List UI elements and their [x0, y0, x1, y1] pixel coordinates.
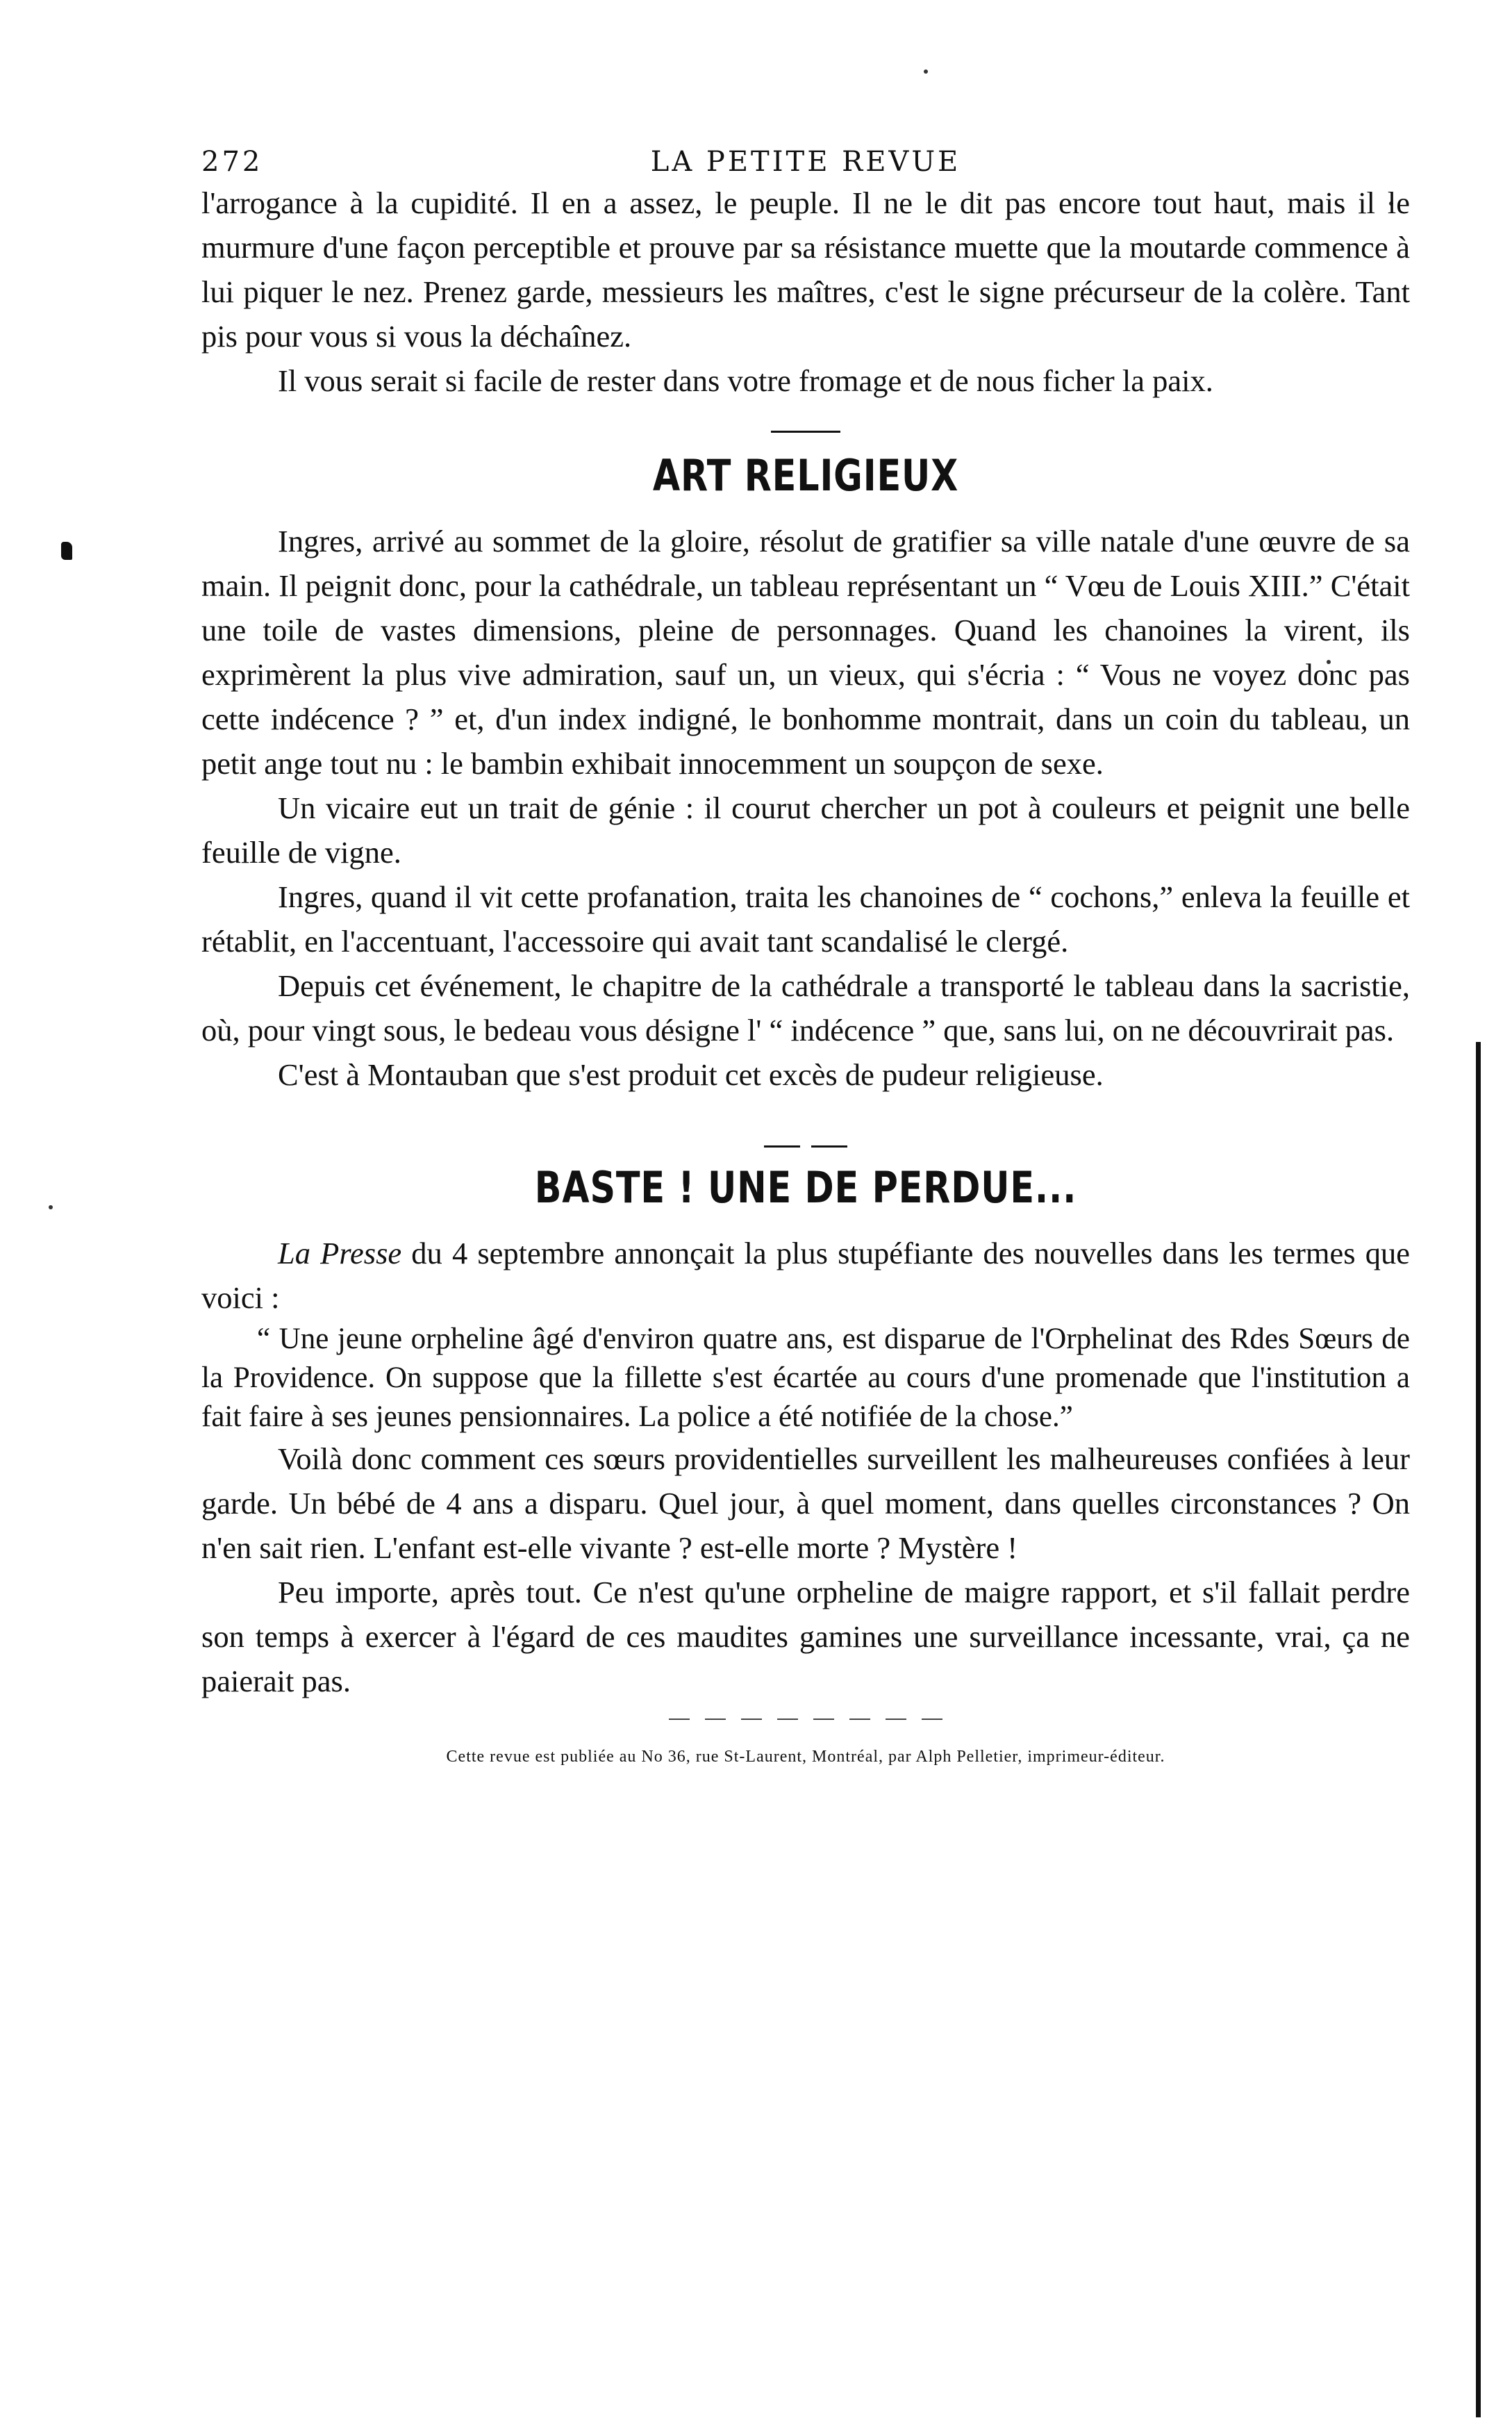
page-number: 272: [201, 146, 263, 178]
journal-title: LA PETITE REVUE: [650, 146, 961, 178]
paper-speck: [49, 1205, 53, 1209]
section-title-art-religieux: ART RELIGIEUX: [652, 450, 959, 501]
imprint-line: Cette revue est publiée au No 36, rue St-Laurent, Montréal, par Alph Pelletier, imprimeur-éditeur.: [446, 1748, 1165, 1766]
baste-paragraph-1: [201, 1231, 1410, 1320]
scan-edge-bar: [1476, 1042, 1481, 2417]
section-divider: [771, 431, 840, 433]
baste-paragraph-4: Peu importe, après tout. Ce n'est qu'une orpheline de maigre rapport, et s'il fallait perdre son temps à exercer à l'égard de ces maudites gamines une surveillance incessante, vrai, ça ne paierait pas.: [201, 1575, 1410, 1698]
page: [201, 132, 1410, 1766]
baste-paragraph-3: Voilà donc comment ces sœurs providentielles surveillent les malheureuses confiées à leur garde. Un bébé de 4 ans a disparu. Quel jour, à quel moment, dans quelles circonstances ? On n'en sait rien. L'enfant est-elle vivante ? est-elle morte ? Mystère !: [201, 1441, 1410, 1565]
art-paragraph-3: Ingres, quand il vit cette profanation, traita les chanoines de “ cochons,” enleva la feuille et rétablit, en l'accentuant, l'accessoire qui avait tant scandalisé le clergé.: [201, 879, 1410, 959]
paper-speck: [924, 69, 928, 74]
baste-quotation: “ Une jeune orpheline âgé d'environ quatre ans, est disparue de l'Orphelinat des Rdes Sœurs de la Providence. On suppose que la fillette s'est écartée au cours d'une promenade que l'institution a fait faire à ses jeunes pensionnaires. La police a été notifiée de la chose.”: [201, 1323, 1410, 1433]
intro-paragraph-1: l'arrogance à la cupidité. Il en a assez, le peuple. Il ne le dit pas encore tout haut, mais il le murmure d'une façon perceptible et prouve par sa résistance muette que la moutarde commence à lui piquer le nez. Prenez garde, messieurs les maîtres, c'est le signe précurseur de la colère. Tant pis pour vous si vous la déchaînez.: [201, 185, 1410, 354]
section-divider: [764, 1145, 847, 1148]
baste-paragraph-1-text: du 4 septembre annonçait la plus stupéfiante des nouvelles dans les termes que voici :: [201, 1236, 1410, 1315]
art-paragraph-5: C'est à Montauban que s'est produit cet excès de pudeur religieuse.: [278, 1057, 1104, 1092]
newspaper-name: La Presse: [278, 1236, 402, 1270]
body-text: [201, 181, 1410, 1703]
section-title-baste: BASTE ! UNE DE PERDUE...: [534, 1162, 1077, 1213]
footer-rule: [201, 1719, 1410, 1720]
art-paragraph-4: Depuis cet événement, le chapitre de la cathédrale a transporté le tableau dans la sacristie, où, pour vingt sous, le bedeau vous désigne l' “ indécence ” que, sans lui, on ne découvrirait pas.: [201, 968, 1410, 1047]
art-paragraph-2: Un vicaire eut un trait de génie : il courut chercher un pot à couleurs et peignit une belle feuille de vigne.: [201, 790, 1410, 870]
running-head: [201, 132, 1410, 181]
margin-ink-mark: [61, 542, 72, 560]
art-paragraph-1: Ingres, arrivé au sommet de la gloire, résolut de gratifier sa ville natale d'une œuvre de sa main. Il peignit donc, pour la cathédrale, un tableau représentant un “ Vœu de Louis XIII.” C'était une toile de vastes dimensions, pleine de personnages. Quand les chanoines la virent, ils exprimèrent la plus vive admiration, sauf un, un vieux, qui s'écria : “ Vous ne voyez donc pas cette indécence ? ” et, d'un index indigné, le bonhomme montrait, dans un coin du tableau, un petit ange tout nu : le bambin exhibait innocemment un soupçon de sexe.: [201, 524, 1410, 781]
intro-paragraph-2: Il vous serait si facile de rester dans votre fromage et de nous ficher la paix.: [278, 363, 1213, 398]
